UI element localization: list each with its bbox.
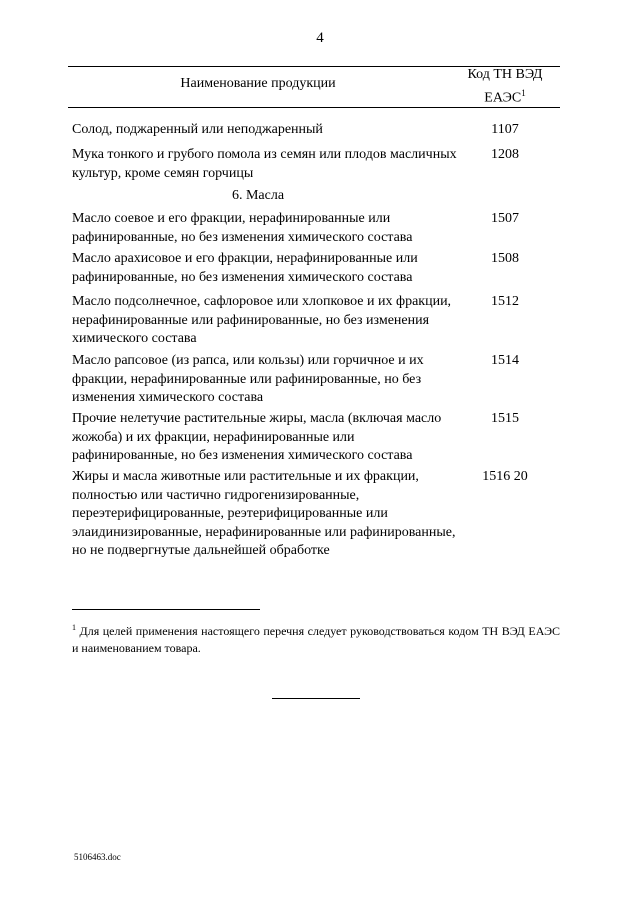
table-row — [72, 410, 519, 466]
product-name: Мука тонкого и грубого помола из семян или плодов масличных культур, кроме семян горчицы — [72, 147, 457, 181]
header-code — [450, 66, 560, 108]
product-code: 1514 — [491, 353, 519, 368]
product-name: Масло рапсовое (из рапса, или кользы) или горчичное и их фракции, нерафинированные или рафинированные, но без изменения химического состава — [72, 353, 424, 405]
product-code: 1516 20 — [482, 469, 528, 484]
table-header-rule — [68, 107, 560, 108]
table-row — [72, 210, 519, 247]
table-row — [72, 146, 519, 183]
section-title: 6. Масла — [231, 188, 285, 203]
product-name: Масло соевое и его фракции, нерафинированные или рафинированные, но без изменения химического состава — [72, 211, 413, 245]
page-number: 4 — [316, 30, 324, 46]
table-row — [72, 468, 528, 561]
product-code: 1507 — [491, 211, 519, 226]
footnote-separator — [72, 609, 260, 610]
product-code: 1515 — [491, 411, 519, 426]
table-row — [72, 352, 519, 408]
product-name: Жиры и масла животные или растительные и их фракции, полностью или частично гидрогенизированные, переэтерифицированные, реэтерифицированные или элаидинизированные, нерафинированные или рафинированные, но не подвергнутые дальнейшей обработке — [72, 469, 456, 558]
table-row — [72, 293, 519, 349]
product-name: Масло арахисовое и его фракции, нерафинированные или рафинированные, но без изменения химического состава — [72, 251, 418, 285]
product-name: Масло подсолнечное, сафлоровое или хлопковое и их фракции, нерафинированные или рафинированные, но без изменения химического состава — [72, 294, 452, 346]
footnote-marker: 1 — [72, 623, 76, 632]
footnote — [72, 619, 560, 657]
table-row — [72, 250, 519, 287]
footnote-text: Для целей применения настоящего перечня следует руководствоваться кодом ТН ВЭД ЕАЭС и наименованием товара. — [72, 624, 560, 655]
table-row — [72, 121, 519, 140]
header-code-footnote-ref: 1 — [521, 88, 526, 98]
product-name: Прочие нелетучие растительные жиры, масла (включая масло жожоба) и их фракции, нерафинированные или рафинированные, но без изменения химического состава — [72, 411, 442, 463]
product-code: 1508 — [491, 251, 519, 266]
product-code: 1208 — [491, 147, 519, 162]
document-id: 5106463.doc — [74, 852, 121, 862]
end-rule — [272, 698, 360, 699]
header-product-name: Наименование продукции — [180, 76, 336, 91]
header-code-label: Код ТН ВЭД ЕАЭС — [467, 67, 543, 106]
product-code: 1107 — [491, 122, 519, 137]
product-code: 1512 — [491, 294, 519, 309]
product-name: Солод, поджаренный или неподжаренный — [72, 122, 323, 137]
